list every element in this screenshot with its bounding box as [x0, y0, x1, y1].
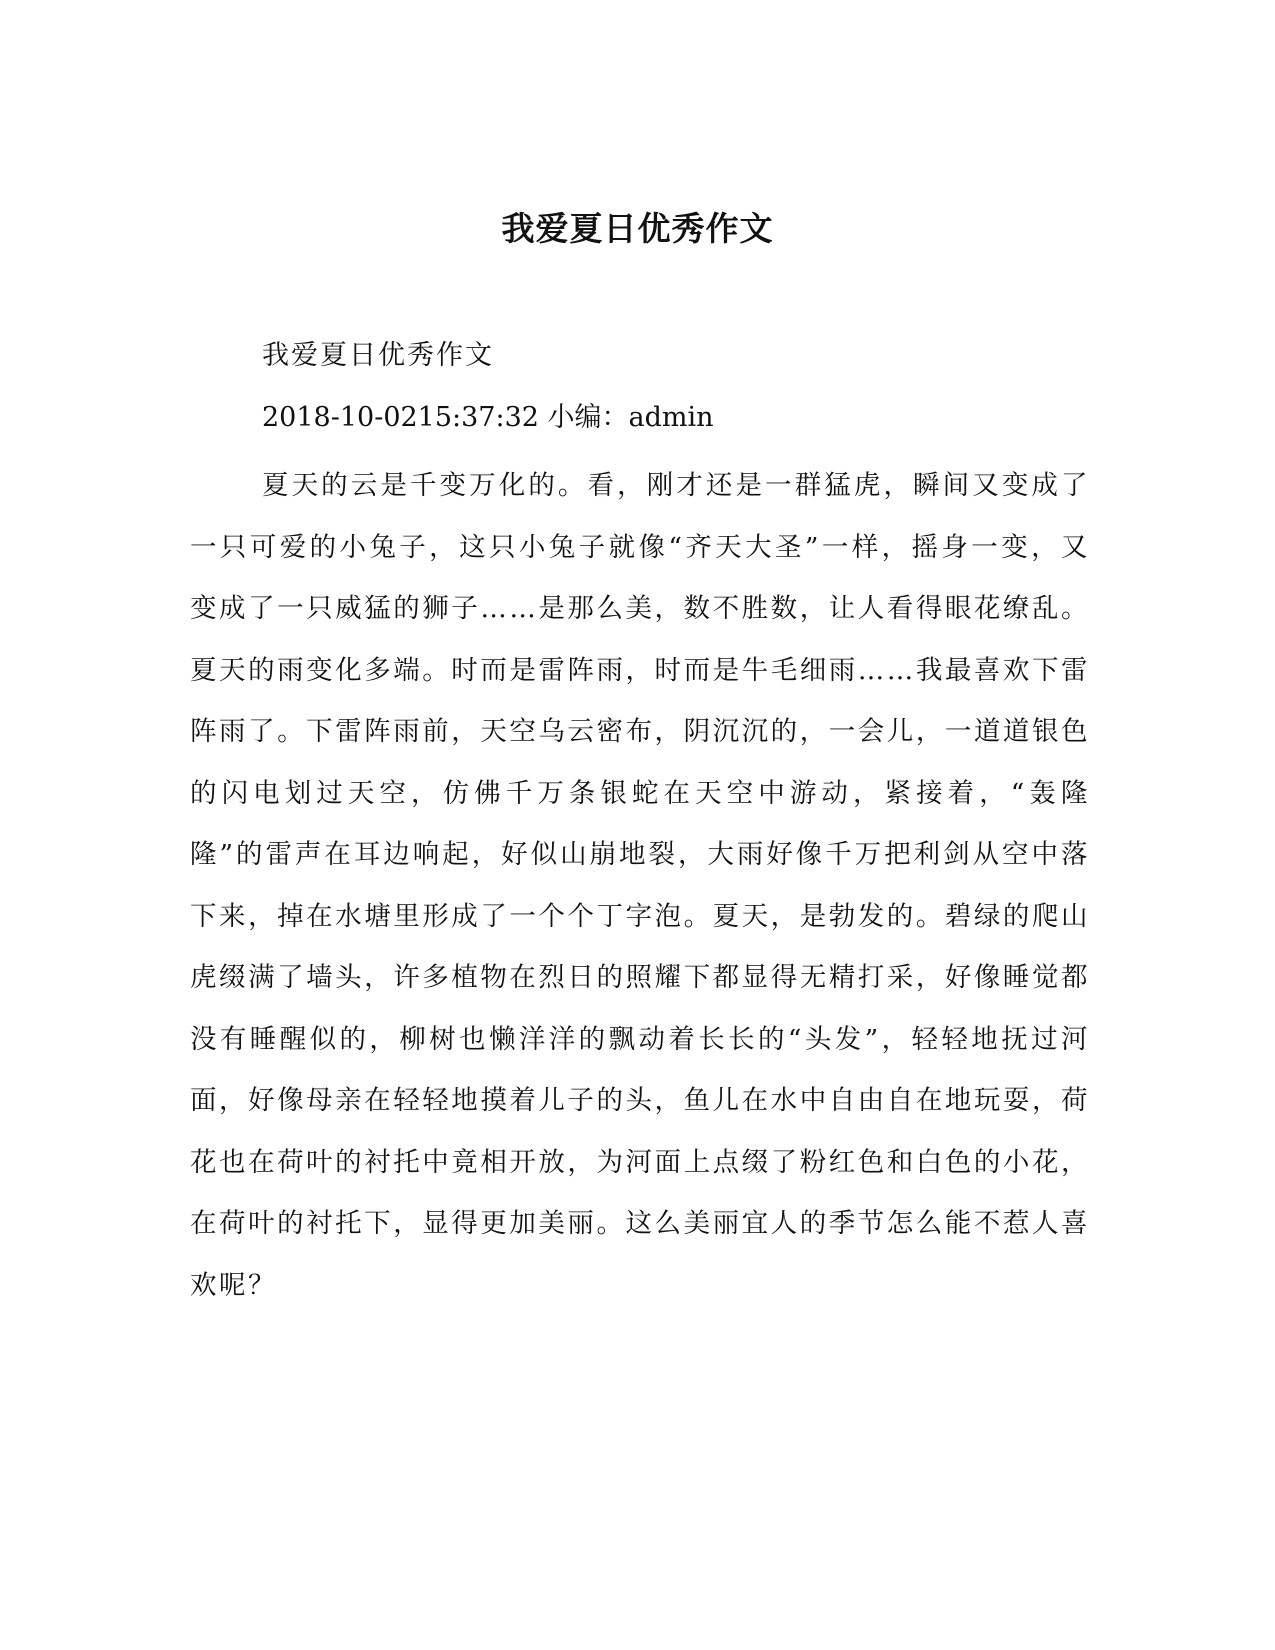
- article-subtitle: 我爱夏日优秀作文: [262, 340, 494, 371]
- page-title: 我爱夏日优秀作文: [501, 209, 774, 248]
- article-meta: 2018-10-0215:37:32 小编：admin: [262, 402, 714, 433]
- article-body: 夏天的云是千变万化的。看，刚才还是一群猛虎，瞬间又变成了一只可爱的小兔子，这只小兔子就像“齐天大圣”一样，摇身一变，又变成了一只威猛的狮子……是那么美，数不胜数，让人看得眼花缭乱。夏天的雨变化多端。时而是雷阵雨，时而是牛毛细雨……我最喜欢下雷阵雨了。下雷阵雨前，天空乌云密布，阴沉沉的，一会儿，一道道银色的闪电划过天空，仿佛千万条银蛇在天空中游动，紧接着，“轰隆隆”的雷声在耳边响起，好似山崩地裂，大雨好像千万把利剑从空中落下来，掉在水塘里形成了一个个丁字泡。夏天，是勃发的。碧绿的爬山虎缀满了墙头，许多植物在烈日的照耀下都显得无精打采，好像睡觉都没有睡醒似的，柳树也懒洋洋的飘动着长长的“头发”，轻轻地抚过河面，好像母亲在轻轻地摸着儿子的头，鱼儿在水中自由自在地玩耍，荷花也在荷叶的衬托中竟相开放，为河面上点缀了粉红色和白色的小花，在荷叶的衬托下，显得更加美丽。这么美丽宜人的季节怎么能不惹人喜欢呢？: [190, 470, 1090, 1301]
